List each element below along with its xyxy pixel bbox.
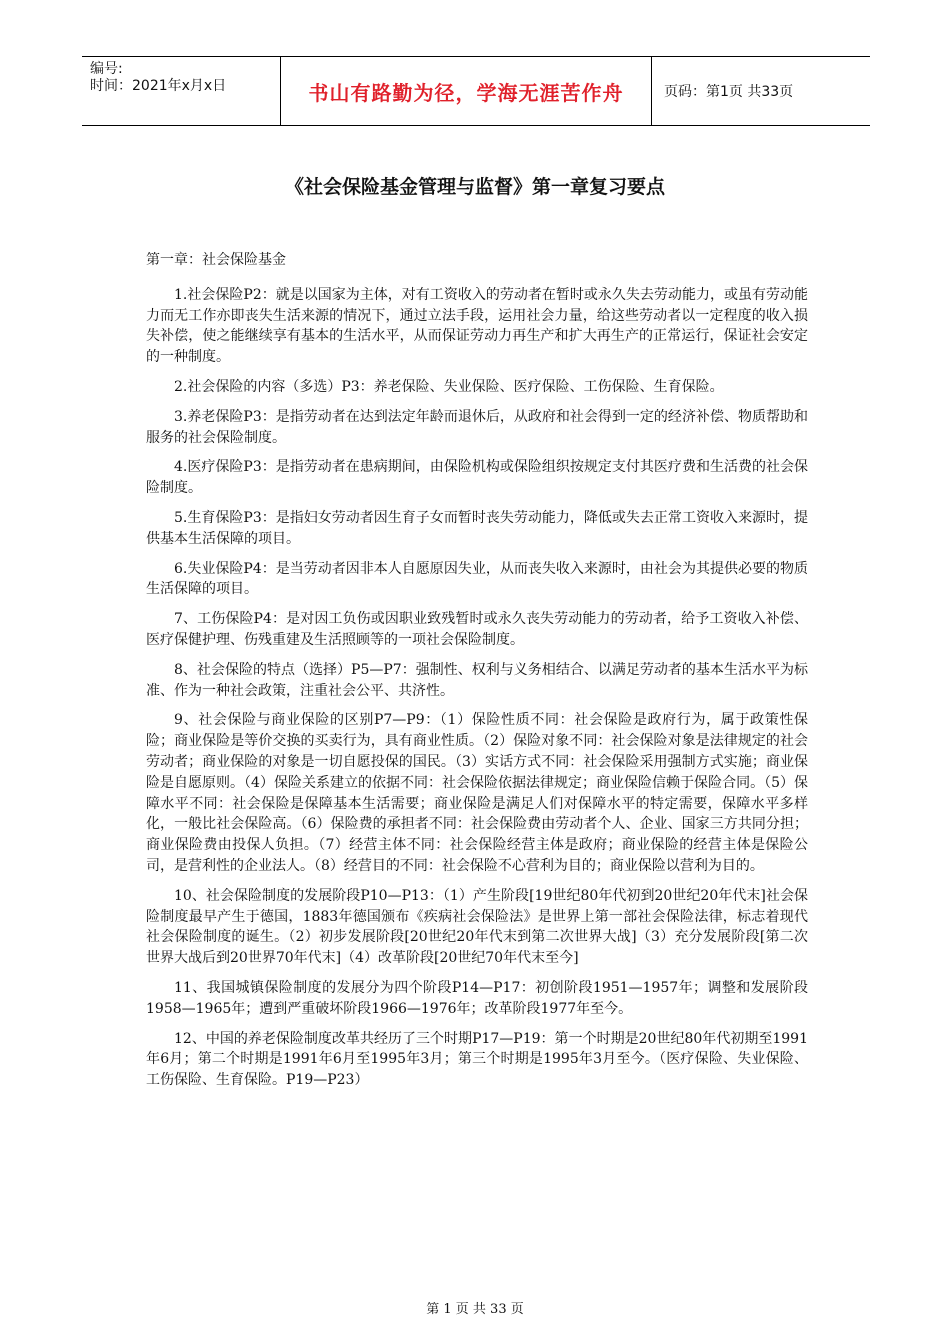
paragraph: 11、我国城镇保险制度的发展分为四个阶段P14—P17：初创阶段1951—1957年；调整和发展阶段1958—1965年；遭到严重破坏阶段1966—1976年；改革阶段1977年至今。	[146, 979, 808, 1017]
paragraph: 12、中国的养老保险制度改革共经历了三个时期P17—P19：第一个时期是20世纪80年代初期至1991年6月；第二个时期是1991年6月至1995年3月；第三个时期是1995年3月至今。（医疗保险、失业保险、工伤保险、生育保险。P19—P23）	[146, 1030, 808, 1089]
paragraph: 1.社会保险P2：就是以国家为主体，对有工资收入的劳动者在暂时或永久失去劳动能力，或虽有劳动能力而无工作亦即丧失生活来源的情况下，通过立法手段，运用社会力量，给这些劳动者以一定程度的收入损失补偿，使之能继续享有基本的生活水平，从而保证劳动力再生产和扩大再生产的正常运行，保证社会安定的一种制度。	[146, 286, 808, 366]
header-page-cell	[652, 57, 870, 125]
paragraph: 10、社会保险制度的发展阶段P10—P13：（1）产生阶段[19世纪80年代初到20世纪20年代末]社会保险制度最早产生于德国，1883年德国颁布《疾病社会保险法》是世界上第一部社会保险法律，标志着现代社会保险制度的诞生。（2）初步发展阶段[20世纪20年代末到第二次世界大战]（3）充分发展阶段[第二次世界大战后到20世界70年代末]（4）改革阶段[20世纪70年代末至今]	[146, 887, 808, 967]
paragraph: 3.养老保险P3：是指劳动者在达到法定年龄而退休后，从政府和社会得到一定的经济补偿、物质帮助和服务的社会保险制度。	[146, 408, 808, 446]
paragraph: 7、工伤保险P4：是对因工负伤或因职业致残暂时或永久丧失劳动能力的劳动者，给予工资收入补偿、医疗保健护理、伤残重建及生活照顾等的一项社会保险制度。	[146, 611, 808, 648]
header-meta-cell	[82, 57, 281, 125]
motto-text: 书山有路勤为径，学海无涯苦作舟	[308, 80, 624, 105]
paragraph: 5.生育保险P3：是指妇女劳动者因生育子女而暂时丧失劳动能力，降低或失去正常工资收入来源时，提供基本生活保障的项目。	[146, 509, 808, 547]
paragraph: 2.社会保险的内容（多选）P3：养老保险、失业保险、医疗保险、工伤保险、生育保险。	[174, 378, 724, 395]
paragraph: 8、社会保险的特点（选择）P5—P7：强制性、权利与义务相结合、以满足劳动者的基本生活水平为标准、作为一种社会政策，注重社会公平、共济性。	[146, 661, 808, 699]
document-title: 《社会保险基金管理与监督》第一章复习要点	[284, 176, 665, 198]
paragraph: 6.失业保险P4：是当劳动者因非本人自愿原因失业，从而丧失收入来源时，由社会为其提供必要的物质生活保障的项目。	[146, 560, 808, 598]
page-footer: 第 1 页 共 33 页	[426, 1302, 524, 1317]
time-label: 时间：2021年x月x日	[90, 78, 227, 94]
paragraph: 9、社会保险与商业保险的区别P7—P9：（1）保险性质不同：社会保险是政府行为，属于政策性保险；商业保险是等价交换的买卖行为，具有商业性质。（2）保险对象不同：社会保险对象是法律规定的社会劳动者；商业保险的对象是一切自愿投保的国民。（3）实话方式不同：社会保险采用强制方式实施；商业保险是自愿原则。（4）保险关系建立的依据不同：社会保险依据法律规定；商业保险信赖于保险合同。（5）保障水平不同：社会保险是保障基本生活需要；商业保险是满足人们对保障水平的特定需要，保障水平多样化，一般比社会保险高。（6）保险费的承担者不同：社会保险费由劳动者个人、企业、国家三方共同分担；商业保险费由投保人负担。（7）经营主体不同：社会保险经营主体是政府；商业保险的经营主体是保险公司，是营利性的企业法人。（8）经营目的不同：社会保险不心营利为目的；商业保险以营利为目的。	[146, 712, 808, 874]
document-body	[146, 250, 808, 1100]
chapter-heading: 第一章：社会保险基金	[146, 252, 286, 268]
header-motto-cell	[281, 57, 652, 125]
header-page-info: 页码：第1页 共33页	[664, 84, 794, 100]
page-header	[82, 56, 870, 126]
paragraph: 4.医疗保险P3：是指劳动者在患病期间，由保险机构或保险组织按规定支付其医疗费和生活费的社会保险制度。	[146, 459, 808, 497]
serial-label: 编号:	[90, 61, 123, 77]
